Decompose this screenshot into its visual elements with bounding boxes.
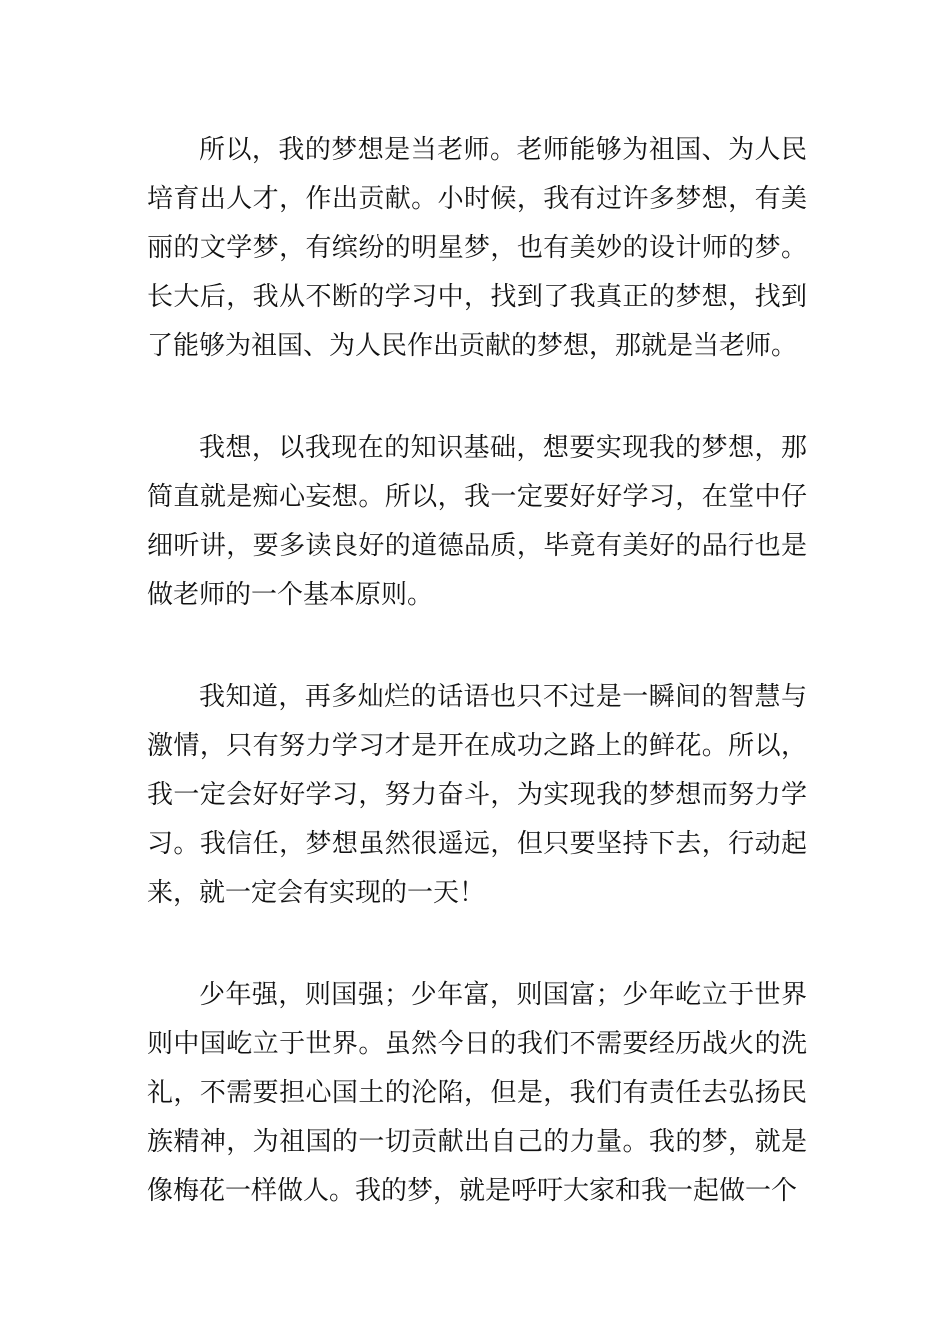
paragraph: 少年强，则国强；少年富，则国富；少年屹立于世界则中国屹立于世界。虽然今日的我们不需要经历战火的洗礼，不需要担心国土的沦陷，但是，我们有责任去弘扬民族精神，为祖国的一切贡献出自己的力量。我的梦，就是像梅花一样做人。我的梦，就是呼吁大家和我一起做一个 — [147, 980, 807, 1206]
paragraph: 我知道，再多灿烂的话语也只不过是一瞬间的智慧与激情，只有努力学习才是开在成功之路上的鲜花。所以，我一定会好好学习，努力奋斗，为实现我的梦想而努力学习。我信任，梦想虽然很遥远，但只要坚持下去，行动起来，就一定会有实现的一天！ — [147, 682, 807, 908]
paragraph: 我想，以我现在的知识基础，想要实现我的梦想，那简直就是痴心妄想。所以，我一定要好好学习，在堂中仔细听讲，要多读良好的道德品质，毕竟有美好的品行也是做老师的一个基本原则。 — [147, 433, 807, 610]
paragraph: 所以，我的梦想是当老师。老师能够为祖国、为人民培育出人才，作出贡献。小时候，我有过许多梦想，有美丽的文学梦，有缤纷的明星梦，也有美妙的设计师的梦。长大后，我从不断的学习中，找到了我真正的梦想，找到了能够为祖国、为人民作出贡献的梦想，那就是当老师。 — [147, 135, 807, 361]
